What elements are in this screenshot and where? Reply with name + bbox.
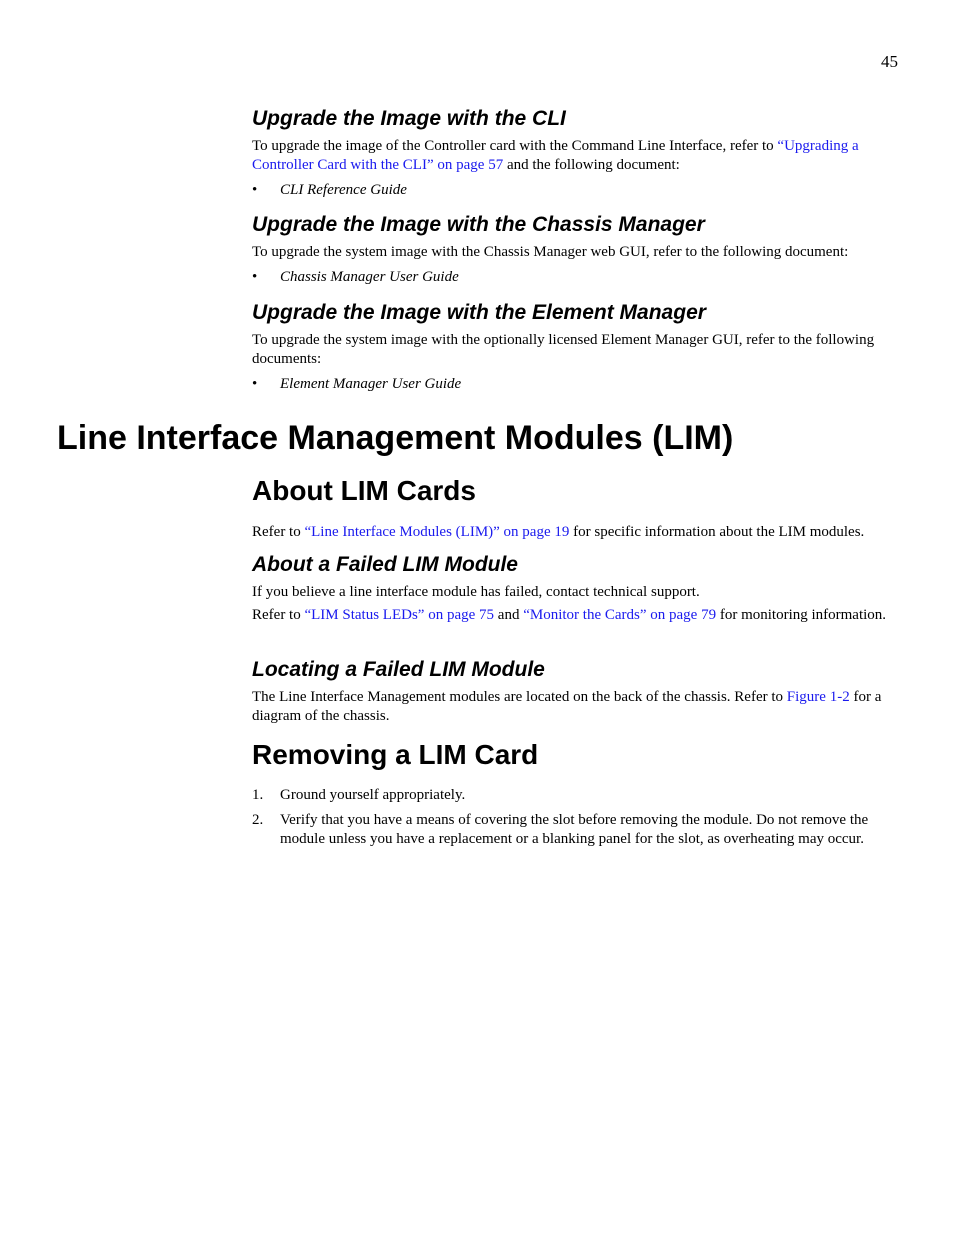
text-segment: and [494, 607, 524, 623]
heading-removing-lim: Removing a LIM Card [252, 739, 539, 770]
paragraph-upgrade-chassis: To upgrade the system image with the Chassis Manager web GUI, refer to the following document: [252, 244, 849, 260]
bullet-text: Chassis Manager User Guide [280, 269, 459, 285]
link-upgrading-controller-card[interactable]: “Upgrading a Controller Card with the CLI” on page 57 [252, 138, 859, 173]
text-segment: Refer to [252, 607, 305, 623]
bullet-item-cli-reference-guide [252, 181, 898, 200]
section-upgrade-cli [252, 106, 898, 200]
link-monitor-the-cards[interactable]: “Monitor the Cards” on page 79 [523, 607, 717, 623]
paragraph-about-lim-cards [252, 523, 898, 542]
heading-upgrade-cli: Upgrade the Image with the CLI [252, 107, 566, 130]
paragraph-failed-lim-refer [252, 606, 898, 625]
step-text: Ground yourself appropriately. [280, 787, 466, 803]
text-segment: To upgrade the image of the Controller card with the Command Line Interface, refer to [252, 138, 778, 154]
list-item-step-1 [252, 786, 898, 805]
bullet-text: Element Manager User Guide [280, 376, 462, 392]
step-number: 1. [252, 787, 264, 803]
paragraph-locating-lim [252, 688, 898, 726]
list-item-step-2 [252, 811, 898, 849]
step-text: Verify that you have a means of covering the slot before removing the module. Do not remove the module unless you have a replacement or a blanking panel for the slot, as overheating may occur. [280, 812, 869, 847]
text-segment: and the following document: [503, 157, 680, 173]
chapter-title: Line Interface Management Modules (LIM) [57, 419, 734, 457]
section-failed-lim [252, 552, 898, 625]
heading-upgrade-chassis: Upgrade the Image with the Chassis Manager [252, 213, 705, 236]
heading-failed-lim: About a Failed LIM Module [252, 553, 518, 576]
bullet-item-element-manager-guide [252, 375, 898, 394]
page-number: 45 [881, 52, 898, 71]
section-about-lim-cards [252, 474, 898, 542]
bullet-icon: • [252, 182, 258, 198]
text-segment: for specific information about the LIM modules. [569, 524, 865, 540]
section-locating-lim [252, 657, 898, 726]
bullet-text: CLI Reference Guide [280, 182, 407, 198]
paragraph-upgrade-element: To upgrade the system image with the optionally licensed Element Manager GUI, refer to the following documents: [252, 332, 875, 367]
section-upgrade-element [252, 300, 898, 394]
bullet-item-chassis-manager-guide [252, 268, 898, 287]
heading-locating-lim: Locating a Failed LIM Module [252, 658, 545, 681]
text-segment: The Line Interface Management modules are located on the back of the chassis. Refer to [252, 689, 787, 705]
link-figure-1-2[interactable]: Figure 1-2 [786, 689, 850, 705]
bullet-icon: • [252, 376, 258, 392]
paragraph-upgrade-cli [252, 137, 898, 175]
text-segment: Refer to [252, 524, 305, 540]
link-line-interface-modules[interactable]: “Line Interface Modules (LIM)” on page 19 [304, 524, 570, 540]
heading-about-lim-cards: About LIM Cards [252, 475, 476, 506]
link-lim-status-leds[interactable]: “LIM Status LEDs” on page 75 [304, 607, 495, 623]
section-removing-lim [252, 738, 898, 849]
heading-upgrade-element: Upgrade the Image with the Element Manager [252, 301, 706, 324]
text-segment: for monitoring information. [716, 607, 887, 623]
bullet-icon: • [252, 269, 258, 285]
step-number: 2. [252, 812, 264, 828]
text-segment: for a diagram of the chassis. [252, 689, 882, 724]
section-upgrade-chassis [252, 212, 898, 287]
paragraph-failed-lim-contact: If you believe a line interface module has failed, contact technical support. [252, 584, 700, 600]
